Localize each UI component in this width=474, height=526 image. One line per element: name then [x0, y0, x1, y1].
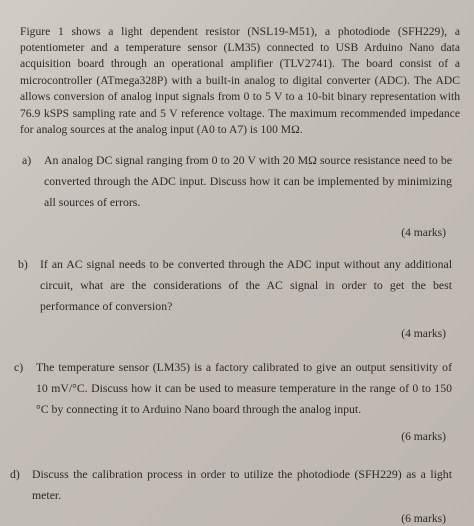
question-b-marks: (4 marks) [401, 327, 446, 340]
question-intro-paragraph: Figure 1 shows a light dependent resistor (NSL19-M51), a photodiode (SFH229), a potentiometer and a temperature sensor (LM35) connected to USB Arduino Nano data acquisition board through an operational amplifier (TLV2741). The board consist of a microcontroller (ATmega328P) with a built-in analog to digital converter (ADC). The ADC allows conversion of analog input signals from 0 to 5 V to a 10-bit binary representation with 76.9 kSPS sampling rate and 5 V reference voltage. The maximum recommended impedance for analog sources at the analog input (A0 to A7) is 100 MΩ. [20, 24, 460, 137]
question-a [22, 150, 452, 220]
question-c-marks: (6 marks) [401, 430, 446, 443]
question-b [18, 254, 452, 324]
question-d-marks: (6 marks) [401, 512, 446, 525]
question-a-marks: (4 marks) [401, 226, 446, 239]
question-a-text: An analog DC signal ranging from 0 to 20 V with 20 MΩ source resistance need to be converted through the ADC input. Discuss how it can be implemented by minimizing all sources of errors. [44, 153, 452, 209]
question-c-letter: c) [14, 360, 24, 374]
question-d-letter: d) [10, 467, 20, 481]
question-b-text: If an AC signal needs to be converted through the ADC input without any additional circuit, what are the considerations of the AC signal in order to get the best performance of conversion? [40, 257, 452, 313]
question-d [10, 464, 452, 509]
question-c-text: The temperature sensor (LM35) is a factory calibrated to give an output sensitivity of 10 mV/°C. Discuss how it can be used to measure temperature in the range of 0 to 150 °C by connecting it to Arduino Nano board through the analog input. [36, 360, 452, 416]
question-b-letter: b) [18, 257, 28, 271]
question-d-text: Discuss the calibration process in order to utilize the photodiode (SFH229) as a light meter. [32, 467, 452, 502]
question-c [14, 357, 452, 427]
question-a-letter: a) [22, 153, 32, 167]
